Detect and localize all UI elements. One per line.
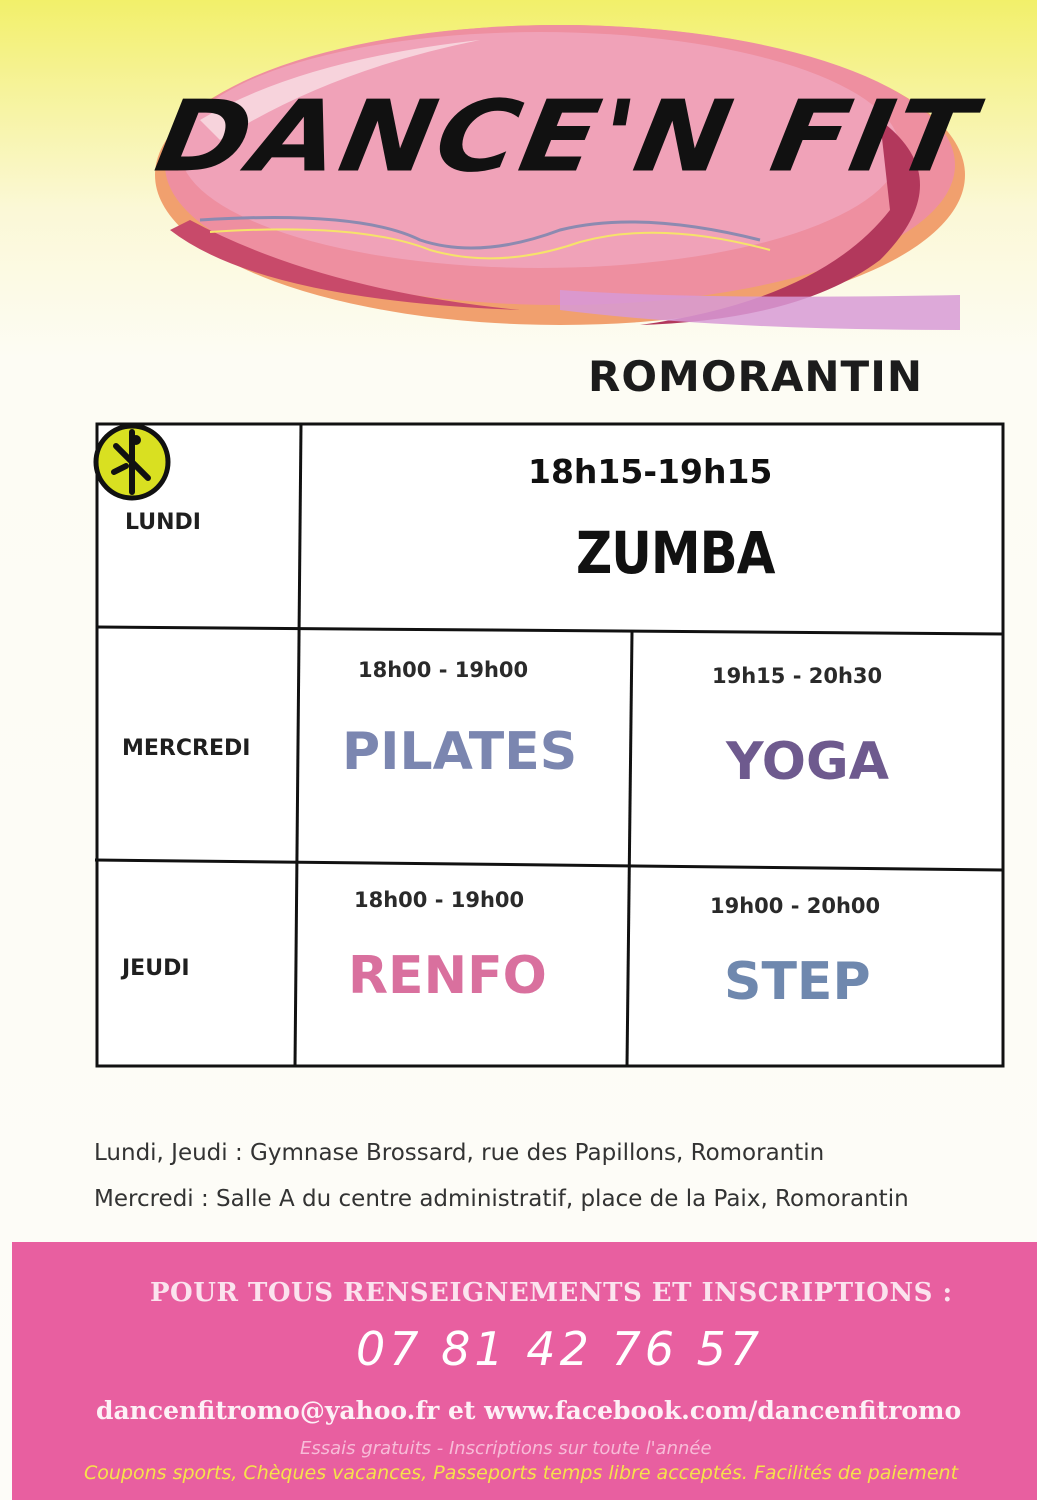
footer-title: POUR TOUS RENSEIGNEMENTS ET INSCRIPTIONS : [150, 1278, 953, 1308]
city-name: ROMORANTIN [588, 352, 923, 401]
jeudi-slot1-time: 18h00 - 19h00 [354, 888, 525, 912]
mercredi-slot2-course: YOGA [726, 732, 889, 792]
location-mercredi: Mercredi : Salle A du centre administratif, place de la Paix, Romorantin [94, 1186, 909, 1212]
footer-payment-note: Coupons sports, Chèques vacances, Passeports temps libre acceptés. Facilités de paiement [84, 1462, 959, 1484]
lundi-time: 18h15-19h15 [528, 452, 773, 491]
footer-contact-links[interactable]: dancenfitromo@yahoo.fr et www.facebook.com/dancenfitromo [96, 1396, 962, 1425]
jeudi-slot2-time: 19h00 - 20h00 [710, 894, 881, 918]
mercredi-slot1-time: 18h00 - 19h00 [358, 658, 529, 682]
lundi-course: ZUMBA [576, 520, 775, 587]
zumba-logo-icon [92, 422, 362, 502]
mercredi-slot2-time: 19h15 - 20h30 [712, 664, 883, 688]
jeudi-slot2-course: STEP [724, 952, 871, 1012]
brand-logo-text: DANCE'N FIT [147, 80, 984, 195]
day-lundi: LUNDI [125, 510, 201, 535]
location-lundi-jeudi: Lundi, Jeudi : Gymnase Brossard, rue des Papillons, Romorantin [94, 1140, 825, 1166]
schedule-table [92, 422, 1006, 1072]
day-jeudi: JEUDI [122, 956, 190, 981]
mercredi-slot1-course: PILATES [342, 722, 578, 782]
footer-trial-note: Essais gratuits - Inscriptions sur toute l'année [300, 1438, 712, 1459]
jeudi-slot1-course: RENFO [348, 946, 547, 1006]
footer-phone[interactable]: 07 81 42 76 57 [356, 1322, 764, 1376]
day-mercredi: MERCREDI [122, 736, 251, 761]
